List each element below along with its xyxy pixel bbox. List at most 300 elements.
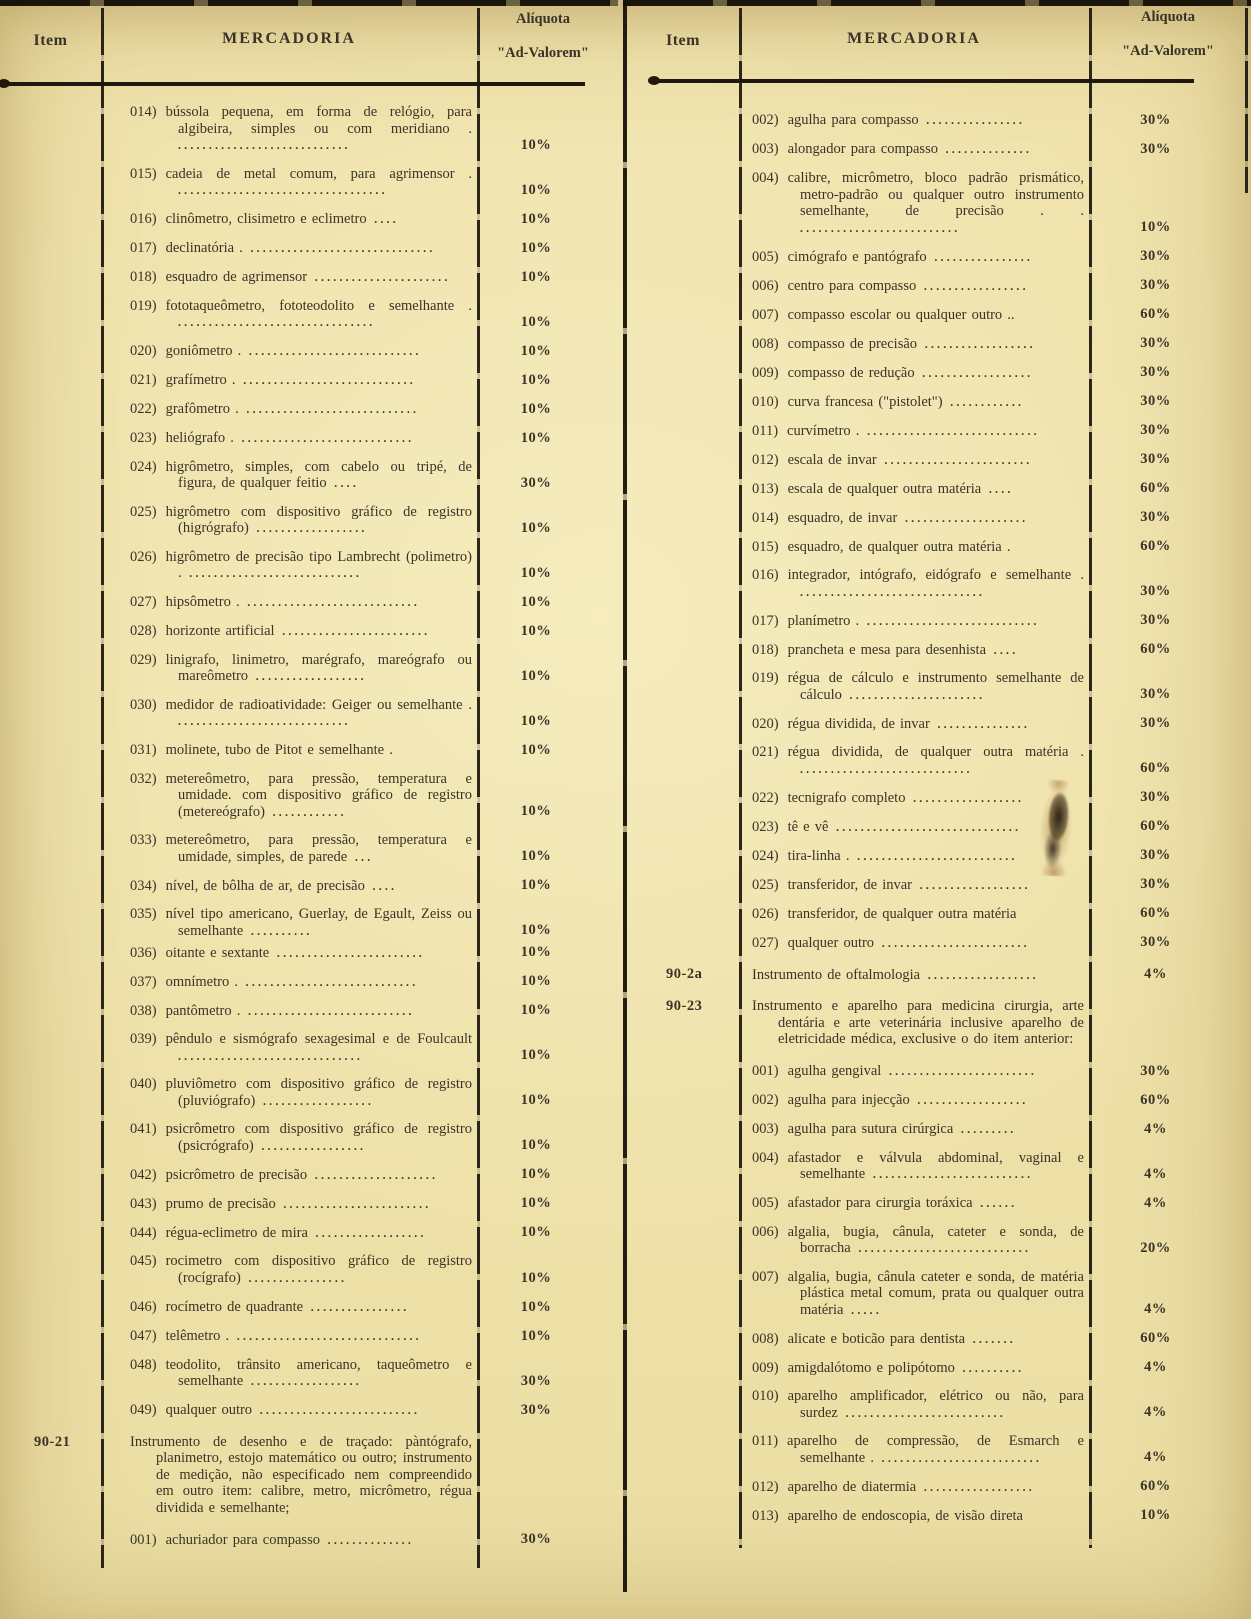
dot-leader: ... xyxy=(347,849,374,864)
mercadoria-text: 026) higrômetro de precisão tipo Lambrecht (polimetro) . ............................ xyxy=(130,548,472,582)
mercadoria-cell xyxy=(740,278,1090,295)
aliquota-value: 30% xyxy=(1140,715,1171,732)
aliquota-value: 10% xyxy=(520,712,552,729)
entry-number: 007) xyxy=(752,1268,779,1285)
mercadoria-text: 030) medidor de radioatividade: Geiger ou semelhante . ............................ xyxy=(130,696,472,729)
aliquota-value: 20% xyxy=(1140,1239,1171,1256)
mercadoria-cell xyxy=(740,877,1090,894)
dot-leader: ............................ xyxy=(239,595,420,610)
dot-leader: .................. xyxy=(243,1374,362,1389)
mercadoria-text: 025) transferidor, de invar .................. xyxy=(752,876,1031,893)
tariff-row xyxy=(625,480,1251,497)
aliquota-value: 10% xyxy=(520,741,552,758)
header-aliquota-left xyxy=(477,12,609,60)
dot-leader: ................. xyxy=(916,278,1029,293)
mercadoria-text: 024) higrômetro, simples, com cabelo ou tripé, de figura, de qualquer feitio .... xyxy=(130,458,472,492)
tariff-row xyxy=(0,1224,620,1241)
dot-leader: .............. xyxy=(319,1532,415,1547)
aliquota-value: 10% xyxy=(520,877,552,894)
mercadoria-cell xyxy=(740,365,1090,382)
mercadoria-text: 003) agulha para sutura cirúrgica ......... xyxy=(752,1121,1017,1138)
mercadoria-text: 020) régua dividida, de invar ............... xyxy=(752,715,1030,732)
entry-number: 012) xyxy=(752,451,779,468)
mercadoria-text: 004) afastador e válvula abdominal, vaginal e semelhante .......................... xyxy=(752,1149,1084,1183)
aliquota-value: 10% xyxy=(520,239,552,256)
dot-leader: ........................ xyxy=(274,624,431,639)
entry-number: 007) xyxy=(752,306,779,323)
dot-leader: .................. xyxy=(307,1225,427,1240)
entry-number: 027) xyxy=(752,934,779,951)
mercadoria-text: 027) hipsômetro . ............................ xyxy=(130,594,420,611)
aliquota-value: 60% xyxy=(1140,1478,1171,1495)
mercadoria-text: 014) bússola pequena, em forma de relógio, para algibeira, simples ou com meridiano . ............................ xyxy=(130,104,472,153)
mercadoria-text: 003) alongador para compasso .............. xyxy=(752,141,1032,158)
header-mercadoria-right: MERCADORIA xyxy=(847,30,981,47)
mercadoria-cell xyxy=(103,1532,478,1549)
aliquota-value: 10% xyxy=(520,268,552,285)
dot-leader: .............................. xyxy=(178,1048,364,1063)
tariff-row xyxy=(0,372,620,389)
dot-leader: .......................... xyxy=(873,1450,1043,1465)
aliquota-value: 30% xyxy=(520,1372,552,1389)
mercadoria-cell xyxy=(740,170,1090,236)
tariff-row xyxy=(0,973,620,990)
entry-number: 016) xyxy=(752,567,779,584)
mercadoria-text: 018) esquadro de agrimensor ...................... xyxy=(130,269,451,286)
mercadoria-cell xyxy=(740,613,1090,630)
mercadoria-cell xyxy=(103,104,478,154)
dot-leader: .............................. xyxy=(229,1328,422,1343)
aliquota-value: 4% xyxy=(1144,1359,1167,1376)
mercadoria-cell xyxy=(740,394,1090,411)
header-aliquota-right xyxy=(1089,10,1247,58)
entry-number: 008) xyxy=(752,335,779,352)
tariff-row xyxy=(0,430,620,447)
dot-leader: .......................... xyxy=(837,1405,1006,1420)
entry-number: 021) xyxy=(752,744,779,761)
mercadoria-text: 046) rocímetro de quadrante ................ xyxy=(130,1298,410,1315)
mercadoria-text: 007) algalia, bugia, cânula cateter e sonda, de matéria plástica metal comum, prata ou qualquer outra matéria ..... xyxy=(752,1268,1084,1318)
ink-blot xyxy=(1035,779,1078,877)
entry-number: 041) xyxy=(130,1121,157,1138)
dot-leader: ......... xyxy=(953,1122,1017,1137)
mercadoria-cell xyxy=(740,744,1090,777)
entry-number: 047) xyxy=(130,1327,157,1344)
dot-leader: ...................... xyxy=(841,687,986,702)
entry-number: 032) xyxy=(130,770,157,787)
tariff-row xyxy=(0,298,620,331)
aliquota-value: 10% xyxy=(520,1166,552,1183)
aliquota-value: 60% xyxy=(1140,818,1171,835)
entry-number: 024) xyxy=(752,847,779,864)
tariff-row xyxy=(0,1531,620,1548)
mercadoria-cell xyxy=(103,1253,478,1286)
mercadoria-cell xyxy=(740,967,1090,984)
mercadoria-cell xyxy=(740,567,1090,600)
aliquota-value: 30% xyxy=(1140,422,1171,439)
entry-number: 014) xyxy=(130,104,157,120)
tariff-row xyxy=(625,509,1251,526)
dot-leader: ........................ xyxy=(874,935,1030,950)
entry-number: 001) xyxy=(130,1531,157,1548)
mercadoria-cell xyxy=(740,1224,1090,1257)
dot-leader: ................ xyxy=(918,113,1026,128)
mercadoria-text: 009) amigdalótomo e polipótomo .......... xyxy=(752,1359,1025,1376)
aliquota-value: 10% xyxy=(520,313,552,330)
mercadoria-cell xyxy=(740,510,1090,527)
entry-number: 043) xyxy=(130,1195,157,1212)
dot-leader: ............................ xyxy=(238,402,420,417)
aliquota-value: 30% xyxy=(1140,583,1171,600)
entry-number: 046) xyxy=(130,1298,157,1315)
mercadoria-text: Instrumento de oftalmologia .................. xyxy=(752,966,1039,983)
aliquota-value: 4% xyxy=(1144,1165,1167,1182)
mercadoria-cell xyxy=(740,1433,1090,1466)
tariff-row xyxy=(625,670,1251,703)
entry-number: 001) xyxy=(752,1063,779,1080)
mercadoria-text: 001) achuriador para compasso .............. xyxy=(130,1531,415,1548)
mercadoria-cell xyxy=(103,594,478,611)
mercadoria-cell xyxy=(740,307,1090,324)
dot-leader: ............................ xyxy=(800,761,973,776)
tariff-row xyxy=(0,1402,620,1419)
mercadoria-text: 038) pantômetro . ........................... xyxy=(130,1002,415,1019)
mercadoria-text: 002) agulha para compasso ................ xyxy=(752,112,1026,129)
entry-number: 008) xyxy=(752,1330,779,1347)
mercadoria-cell xyxy=(103,372,478,389)
mercadoria-cell xyxy=(103,1225,478,1242)
aliquota-value: 4% xyxy=(1144,1449,1167,1466)
aliquota-value: 60% xyxy=(1140,538,1171,555)
mercadoria-text: 005) afastador para cirurgia toráxica ...... xyxy=(752,1195,1018,1212)
entry-number: 033) xyxy=(130,832,157,849)
mercadoria-text: 006) algalia, bugia, cânula, cateter e sonda, de borracha ............................ xyxy=(752,1223,1084,1257)
aliquota-value: 10% xyxy=(520,973,552,990)
entry-number: 025) xyxy=(130,503,157,520)
aliquota-value: 60% xyxy=(1140,1330,1171,1347)
mercadoria-text: 016) clinômetro, clisimetro e eclimetro .... xyxy=(130,211,399,228)
mercadoria-cell xyxy=(740,935,1090,952)
mercadoria-text: 017) planímetro . ............................ xyxy=(752,612,1040,629)
dot-leader: .............................. xyxy=(242,241,436,256)
tariff-column-right xyxy=(625,112,1251,1536)
dot-leader: .................. xyxy=(248,521,368,536)
entry-number: 006) xyxy=(752,277,779,294)
entry-number: 045) xyxy=(130,1253,157,1270)
entry-number: 009) xyxy=(752,364,779,381)
tariff-row xyxy=(625,715,1251,732)
dot-leader: ............................ xyxy=(235,373,416,388)
entry-number: 036) xyxy=(130,944,157,961)
mercadoria-cell xyxy=(740,539,1090,556)
entry-number: 031) xyxy=(130,742,157,759)
mercadoria-cell xyxy=(103,945,478,962)
mercadoria-text: 036) oitante e sextante ........................ xyxy=(130,944,425,961)
item-code: 90-23 xyxy=(666,998,703,1015)
dot-leader: .............................. xyxy=(800,584,986,599)
dot-leader: ............................ xyxy=(181,566,363,581)
mercadoria-cell xyxy=(740,112,1090,129)
mercadoria-text: 033) metereômetro, para pressão, temperatura e umidade, simples, de parede ... xyxy=(130,832,472,865)
mercadoria-text: 011) curvímetro . ............................ xyxy=(752,422,1040,439)
top-rule-left xyxy=(0,0,618,6)
aliquota-value: 30% xyxy=(1140,393,1171,410)
aliquota-value: 10% xyxy=(520,1002,552,1019)
entry-number: 014) xyxy=(752,509,779,526)
mercadoria-text: 007) compasso escolar ou qualquer outro .. xyxy=(752,306,1015,323)
mercadoria-cell xyxy=(740,452,1090,469)
mercadoria-text: 012) escala de invar ........................ xyxy=(752,451,1033,468)
entry-number: 019) xyxy=(752,670,779,687)
mercadoria-cell xyxy=(103,1167,478,1184)
mercadoria-cell xyxy=(740,670,1090,703)
mercadoria-cell xyxy=(103,974,478,991)
mercadoria-text: 043) prumo de precisão ........................ xyxy=(130,1195,432,1212)
mercadoria-text: 008) alicate e boticão para dentista ....... xyxy=(752,1330,1016,1347)
header-advalorem-line2: "Ad-Valorem" xyxy=(1122,42,1214,59)
aliquota-value: 10% xyxy=(520,1327,552,1344)
mercadoria-text: 019) régua de cálculo e instrumento semelhante de cálculo ...................... xyxy=(752,670,1084,703)
mercadoria-cell xyxy=(740,1360,1090,1377)
entry-number: 011) xyxy=(752,422,779,439)
tariff-row xyxy=(625,393,1251,410)
aliquota-value: 30% xyxy=(1140,335,1171,352)
dot-leader: .................. xyxy=(920,967,1039,982)
tariff-row xyxy=(0,1328,620,1345)
mercadoria-cell xyxy=(103,1402,478,1419)
mercadoria-cell xyxy=(103,1121,478,1154)
entry-number: 030) xyxy=(130,696,157,713)
aliquota-value: 10% xyxy=(520,944,552,961)
tariff-row xyxy=(625,789,1251,806)
entry-number: 023) xyxy=(752,818,779,835)
entry-number: 020) xyxy=(752,715,779,732)
mercadoria-cell xyxy=(740,141,1090,158)
aliquota-value: 30% xyxy=(520,1401,552,1418)
header-aliquota-line1: Alíquota xyxy=(516,11,570,27)
tariff-row xyxy=(0,549,620,582)
mercadoria-text: 041) psicrômetro com dispositivo gráfico de registro (psicrógrafo) ................. xyxy=(130,1121,472,1154)
mercadoria-text: 031) molinete, tubo de Pitot e semelhante . xyxy=(130,742,393,759)
dot-leader: .............. xyxy=(937,142,1032,157)
mercadoria-cell xyxy=(103,1434,478,1517)
entry-number: 004) xyxy=(752,1149,779,1166)
tariff-row xyxy=(625,1359,1251,1376)
aliquota-value: 10% xyxy=(1140,1507,1171,1524)
mercadoria-text: 024) tira-linha . .......................... xyxy=(752,847,1018,864)
mercadoria-cell xyxy=(103,211,478,228)
dot-leader: .................. xyxy=(255,1093,375,1108)
mercadoria-cell xyxy=(103,697,478,730)
aliquota-value: 10% xyxy=(520,519,552,536)
dot-leader: ............................ xyxy=(241,344,422,359)
mercadoria-text: 027) qualquer outro ........................ xyxy=(752,934,1030,951)
header-rule-right xyxy=(652,79,1194,83)
tariff-row xyxy=(625,364,1251,381)
tariff-row xyxy=(0,1253,620,1286)
dot-leader: .................... xyxy=(307,1167,439,1182)
tariff-row xyxy=(625,538,1251,555)
aliquota-value: 30% xyxy=(1140,1062,1171,1079)
mercadoria-cell xyxy=(740,716,1090,733)
tariff-row xyxy=(0,166,620,199)
tariff-row xyxy=(0,1357,620,1390)
tariff-row xyxy=(625,1330,1251,1347)
tariff-row xyxy=(0,401,620,418)
aliquota-value: 10% xyxy=(520,371,552,388)
mercadoria-text: 012) aparelho de diatermia .................. xyxy=(752,1478,1035,1495)
mercadoria-cell xyxy=(103,832,478,865)
aliquota-value: 10% xyxy=(520,1137,552,1154)
entry-number: 049) xyxy=(130,1402,157,1419)
aliquota-value: 10% xyxy=(520,136,552,153)
mercadoria-text: 013) escala de qualquer outra matéria .... xyxy=(752,480,1014,497)
tariff-row xyxy=(625,277,1251,294)
tariff-row xyxy=(0,906,620,939)
aliquota-value: 4% xyxy=(1144,1301,1167,1318)
aliquota-value: 30% xyxy=(520,1531,552,1548)
dot-leader: ...................... xyxy=(307,270,451,285)
mercadoria-cell xyxy=(103,166,478,199)
tariff-row xyxy=(625,847,1251,864)
tariff-row xyxy=(625,335,1251,352)
mercadoria-cell xyxy=(740,906,1090,923)
tariff-row xyxy=(625,306,1251,323)
entry-number: 017) xyxy=(130,240,157,257)
tariff-row xyxy=(0,1299,620,1316)
mercadoria-text: 019) fototaqueômetro, fototeodolito e semelhante . ................................ xyxy=(130,297,472,330)
entry-number: 018) xyxy=(752,641,779,658)
tariff-row xyxy=(625,1224,1251,1257)
mercadoria-cell xyxy=(103,652,478,685)
dot-leader: .......................... xyxy=(865,1167,1034,1182)
tariff-row xyxy=(0,211,620,228)
tariff-row xyxy=(0,1002,620,1019)
entry-number: 015) xyxy=(752,538,779,555)
mercadoria-cell xyxy=(740,1331,1090,1348)
entry-number: 025) xyxy=(752,876,779,893)
mercadoria-cell xyxy=(740,1150,1090,1183)
header-item-right: Item xyxy=(666,32,700,49)
tariff-row xyxy=(0,594,620,611)
mercadoria-text: 034) nível, de bôlha de ar, de precisão .... xyxy=(130,877,398,894)
dot-leader: .................. xyxy=(248,669,367,684)
tariff-row xyxy=(625,1507,1251,1524)
entry-number: 026) xyxy=(130,548,157,565)
mercadoria-cell xyxy=(103,269,478,286)
mercadoria-cell xyxy=(103,343,478,360)
mercadoria-text: Instrumento de desenho e de traçado: pàntógrafo, planimetro, estojo matemático ou outro; instrumento de medição, não especificado nem compreendido em outro item: calibre, metro, micrômetro, régua dividida e semelhante; xyxy=(130,1433,472,1516)
aliquota-value: 60% xyxy=(1140,1091,1171,1108)
tariff-row xyxy=(0,877,620,894)
mercadoria-cell xyxy=(103,1076,478,1109)
mercadoria-cell xyxy=(103,742,478,759)
dot-leader: ....... xyxy=(965,1331,1016,1346)
entry-number: 022) xyxy=(130,401,157,418)
entry-number: 021) xyxy=(130,372,157,389)
mercadoria-text: Instrumento e aparelho para medicina cirurgia, arte dentária e arte veterinária inclusive aparelho de eletricidade médica, exclusive o do item anterior: xyxy=(752,998,1084,1048)
dot-leader: .... xyxy=(364,878,398,893)
tariff-row xyxy=(625,998,1251,1048)
mercadoria-text: 014) esquadro, de invar .................... xyxy=(752,509,1029,526)
dot-leader: ...... xyxy=(972,1196,1018,1211)
tariff-row xyxy=(0,343,620,360)
mercadoria-cell xyxy=(740,481,1090,498)
dot-leader: .................. xyxy=(912,877,1031,892)
tariff-row xyxy=(625,876,1251,893)
mercadoria-text: 004) calibre, micrômetro, bloco padrão prismático, metro-padrão ou qualquer outro instrumento semelhante, de precisão . . .......................... xyxy=(752,170,1084,235)
header-item-left: Item xyxy=(33,32,68,49)
mercadoria-cell xyxy=(740,1063,1090,1080)
item-code: 90-2a xyxy=(666,966,703,983)
mercadoria-text: 023) tê e vê .............................. xyxy=(752,818,1022,835)
entry-number: 022) xyxy=(752,789,779,806)
header-mercadoria-left: MERCADORIA xyxy=(222,30,356,47)
mercadoria-text: 044) régua-eclimetro de mira .................. xyxy=(130,1224,427,1241)
dot-leader: ........................ xyxy=(881,1064,1038,1079)
dot-leader: ........................ xyxy=(275,1196,432,1211)
dot-leader: ................ xyxy=(303,1299,410,1314)
mercadoria-cell xyxy=(103,1031,478,1064)
dot-leader: ............................ xyxy=(178,138,351,153)
tariff-column-left xyxy=(0,104,620,1560)
aliquota-value: 10% xyxy=(1140,219,1171,236)
entry-number: 028) xyxy=(130,623,157,640)
tariff-row xyxy=(0,832,620,865)
aliquota-value: 30% xyxy=(1140,934,1171,951)
mercadoria-cell xyxy=(740,1092,1090,1109)
aliquota-value: 10% xyxy=(520,1092,552,1109)
aliquota-value: 4% xyxy=(1144,966,1167,983)
mercadoria-text: 022) grafômetro . ............................ xyxy=(130,401,420,418)
aliquota-value: 10% xyxy=(520,1047,552,1064)
dot-leader: .................. xyxy=(909,1093,1029,1108)
entry-number: 005) xyxy=(752,1195,779,1212)
dot-leader: ............................ xyxy=(178,714,351,729)
mercadoria-cell xyxy=(740,1508,1090,1525)
dot-leader: .................. xyxy=(914,365,1034,380)
mercadoria-text: 015) esquadro, de qualquer outra matéria . xyxy=(752,538,1011,555)
aliquota-value: 30% xyxy=(1140,364,1171,381)
tariff-row xyxy=(0,771,620,821)
entry-number: 018) xyxy=(130,269,157,286)
mercadoria-cell xyxy=(103,504,478,537)
mercadoria-text: 001) agulha gengival ........................ xyxy=(752,1063,1038,1080)
aliquota-value: 10% xyxy=(520,400,552,417)
mercadoria-cell xyxy=(103,878,478,895)
entry-number: 013) xyxy=(752,480,779,497)
tariff-row xyxy=(0,697,620,730)
mercadoria-text: 022) tecnigrafo completo .................. xyxy=(752,789,1025,806)
entry-number: 026) xyxy=(752,905,779,922)
dot-leader: .......................... xyxy=(849,848,1018,863)
dot-leader: ............................ xyxy=(237,974,419,989)
tariff-row xyxy=(0,1166,620,1183)
mercadoria-text: 045) rocimetro com dispositivo gráfico de registro (rocígrafo) ................ xyxy=(130,1253,472,1286)
aliquota-value: 30% xyxy=(1140,509,1171,526)
mercadoria-text: 021) grafímetro . ............................ xyxy=(130,372,416,389)
entry-number: 038) xyxy=(130,1002,157,1019)
aliquota-value: 10% xyxy=(520,593,552,610)
mercadoria-text: 025) higrômetro com dispositivo gráfico de registro (higrógrafo) .................. xyxy=(130,503,472,537)
aliquota-value: 10% xyxy=(520,210,552,227)
aliquota-value: 30% xyxy=(1140,612,1171,629)
tariff-row xyxy=(625,641,1251,658)
mercadoria-text: 028) horizonte artificial ........................ xyxy=(130,623,431,640)
tariff-row xyxy=(625,1092,1251,1109)
entry-number: 042) xyxy=(130,1166,157,1183)
mercadoria-cell xyxy=(103,401,478,418)
